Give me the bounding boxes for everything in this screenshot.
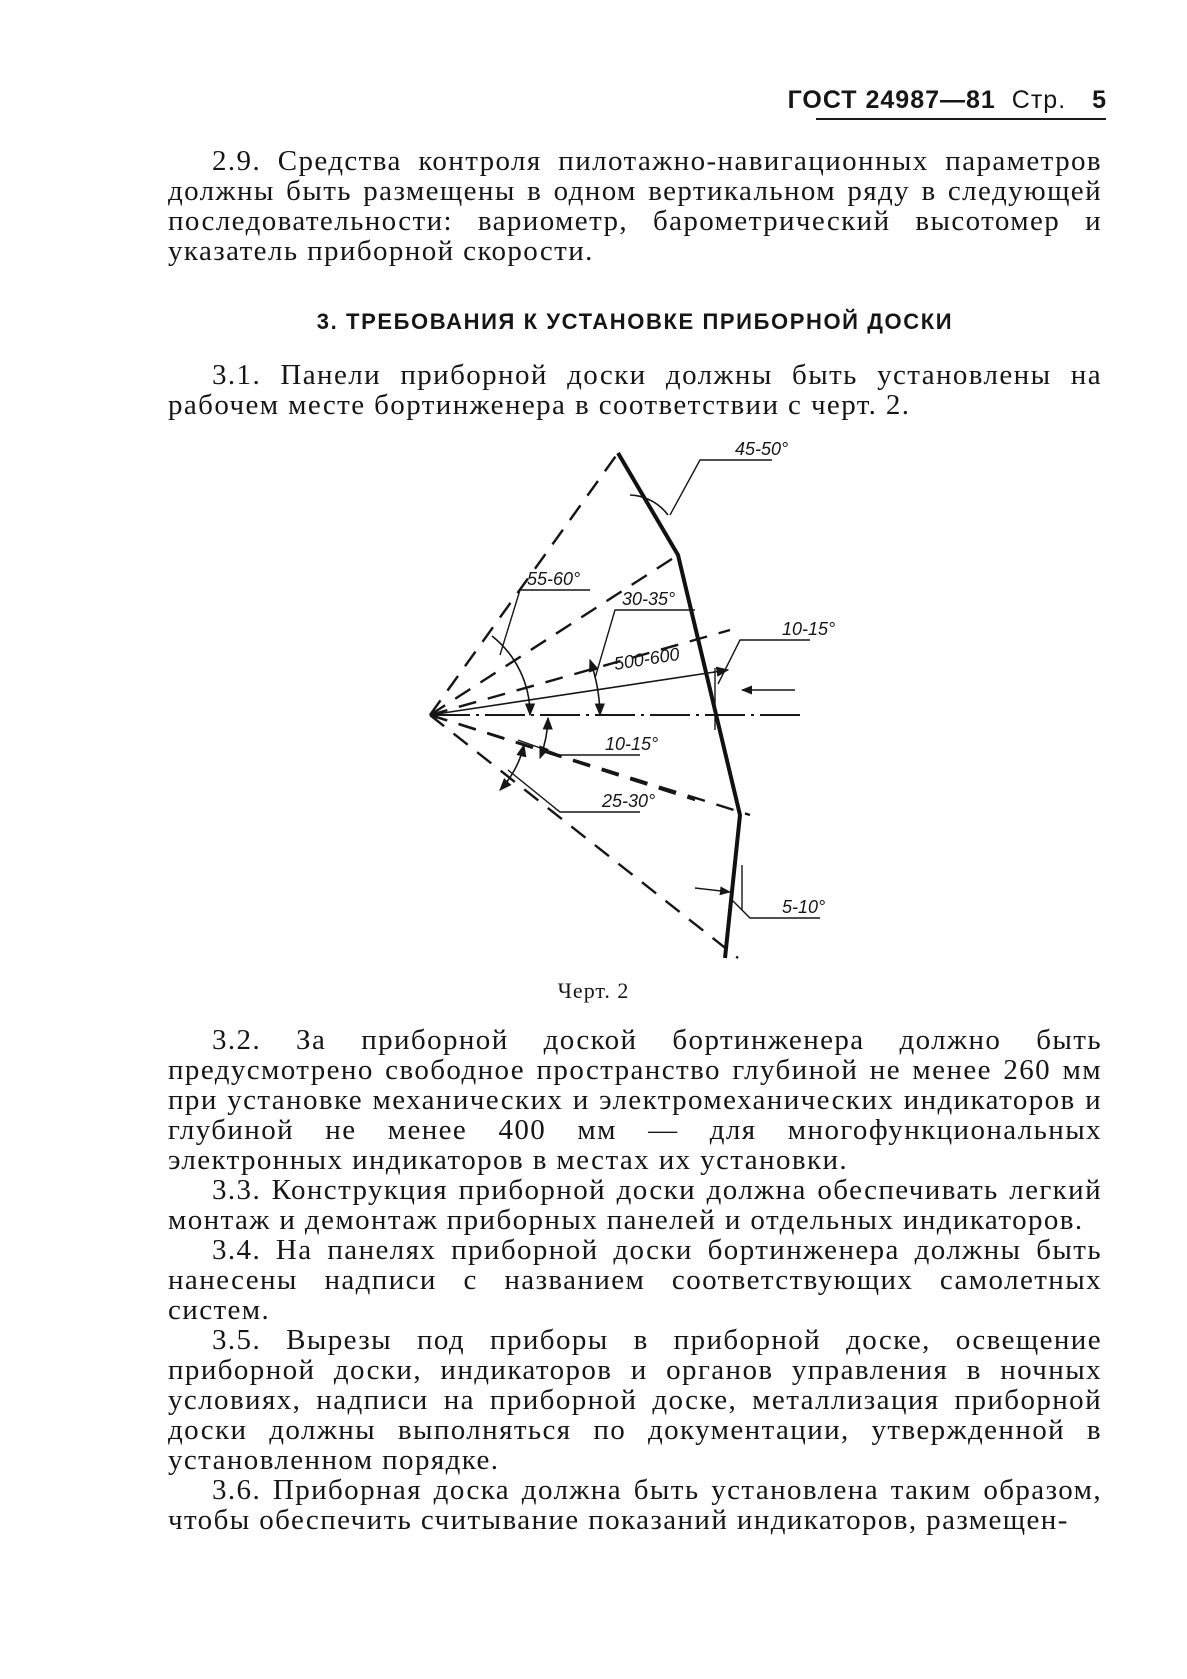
label-10-15-right: 10-15° xyxy=(782,619,836,639)
paragraph-3-2: 3.2. За приборной доской бортинженера должно быть предусмотрено свободное пространство глубиной не менее 260 мм при установке механических и электромеханических индикаторов и глубиной не менее 400 мм — для многофункциональных электронных индикаторов в местах их установки. xyxy=(168,1024,1102,1176)
standard-number: ГОСТ 24987—81 xyxy=(787,86,996,114)
distance-arrow xyxy=(430,670,728,715)
section-heading: 3. ТРЕБОВАНИЯ К УСТАНОВКЕ ПРИБОРНОЙ ДОСКИ xyxy=(316,309,954,334)
figure-caption: Черт. 2 xyxy=(557,978,630,1003)
angle-arc-25-30 xyxy=(500,745,524,790)
panel-profile xyxy=(618,453,740,958)
paragraph-block-top xyxy=(168,146,1102,266)
ray-upper xyxy=(430,453,618,715)
ray-30-35 xyxy=(430,630,730,715)
paragraph-block-3-1 xyxy=(168,360,1102,420)
page-number: 5 xyxy=(1092,86,1107,114)
header-rule xyxy=(816,118,1106,120)
label-500-600: 500-600 xyxy=(612,643,681,674)
paragraph-3-4: 3.4. На панелях приборной доски бортинженера должны быть нанесены надписи с названием соответствующих самолетных систем. xyxy=(168,1234,1102,1326)
ray-25-30 xyxy=(430,715,750,815)
label-25-30: 25-30° xyxy=(602,791,656,811)
ray-lower xyxy=(430,715,738,958)
paragraph-3-5: 3.5. Вырезы под приборы в приборной доске, освещение приборной доски, индикаторов и органов управления в ночных условиях, надписи на приборной доске, металлизация приборной доски должны выполняться по документации, утвержденной в установленном порядке. xyxy=(168,1324,1102,1476)
paragraph-3-3: 3.3. Конструкция приборной доски должна обеспечивать легкий монтаж и демонтаж приборных панелей и отдельных индикаторов. xyxy=(168,1174,1102,1236)
technical-drawing xyxy=(400,440,880,980)
paragraph-3-6: 3.6. Приборная доска должна быть установлена таким образом, чтобы обеспечить считывание показаний индикаторов, размещен- xyxy=(168,1474,1102,1536)
label-55-60: 55-60° xyxy=(527,569,581,589)
label-45-50: 45-50° xyxy=(735,440,789,459)
leader-45-50 xyxy=(670,460,772,515)
label-5-10: 5-10° xyxy=(782,897,826,917)
label-10-15-low: 10-15° xyxy=(605,734,659,754)
paragraph-2-9: 2.9. Средства контроля пилотажно-навигационных параметров должны быть размещены в одном вертикальном ряду в следующей последовательности: вариометр, барометрический высотомер и указатель приборной скорости. xyxy=(168,145,1102,267)
page-word: Стр. xyxy=(1011,86,1067,114)
leader-55-60 xyxy=(500,590,590,655)
paragraph-3-1: 3.1. Панели приборной доски должны быть установлены на рабочем месте бортинженера в соответствии с черт. 2. xyxy=(168,359,1102,421)
label-30-35: 30-35° xyxy=(622,589,676,609)
leader-10-15-right xyxy=(718,640,810,684)
arrow-5-10 xyxy=(695,888,730,892)
page-header xyxy=(788,86,1107,115)
paragraph-block-bottom xyxy=(168,1025,1102,1535)
